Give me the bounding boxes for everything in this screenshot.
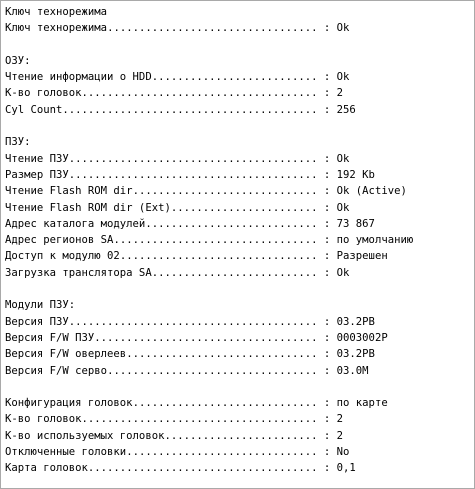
row-label: Чтение Flash ROM dir (Ext) [5,201,171,214]
report-text [5,4,474,477]
report-row [5,20,474,36]
row-leader: ....................... : [170,201,337,214]
row-value: Ok [336,201,350,214]
row-value: No [336,446,350,459]
row-label: Адрес регионов SA [5,234,114,247]
row-label: Отключенные головки [5,446,127,459]
row-value: 192 Kb [336,168,375,181]
report-row [5,167,474,183]
row-label: Доступ к модулю 02 [5,250,120,263]
row-label: Версия ПЗУ [5,315,69,328]
row-label: Ключ технорежима [5,22,108,35]
row-leader: ............................. : [132,397,337,410]
row-leader: ....................................... : [68,168,337,181]
row-label: К-во используемых головок [5,429,165,442]
row-label: Версия F/W серво [5,364,108,377]
row-label: Размер ПЗУ [5,168,69,181]
report-row [5,102,474,118]
report-row [5,444,474,460]
report-row [5,395,474,411]
row-leader: .................................... : [87,462,337,475]
row-value: 2 [336,87,344,100]
report-row [5,248,474,264]
blank-line [5,379,474,395]
report-row [5,265,474,281]
report-row [5,151,474,167]
row-value: Ok [336,152,350,165]
row-label: К-во головок [5,87,82,100]
row-label: Карта головок [5,462,88,475]
report-row [5,460,474,476]
row-leader: ............................... : [119,250,337,263]
row-value: по карте [336,397,388,410]
row-value: 03.2PB [336,315,375,328]
row-label: Чтение Flash ROM dir [5,185,133,198]
row-leader: ..................................... : [81,413,337,426]
section-header: ОЗУ: [5,54,31,67]
report-row [5,330,474,346]
row-leader: .............................. : [126,348,337,361]
report-row [5,69,474,85]
report-row [5,200,474,216]
report-row [5,232,474,248]
row-value: Ok [336,71,350,84]
row-value: 03.0M [336,364,369,377]
row-value: 73 867 [336,217,375,230]
row-leader: ..................................... : [81,87,337,100]
section-header: ПЗУ: [5,136,31,149]
row-leader: ................................. : [107,22,337,35]
row-value: 2 [336,413,344,426]
row-leader: ............................. : [132,185,337,198]
report-row [5,216,474,232]
row-value: Ok [336,22,350,35]
row-value: Ok (Active) [336,185,407,198]
blank-line [5,281,474,297]
row-label: Загрузка транслятора SA [5,266,152,279]
row-value: 0003002P [336,331,388,344]
section-header: Ключ технорежима [5,6,108,18]
blank-line [5,118,474,134]
report-row [5,411,474,427]
report-row [5,85,474,101]
report-row [5,428,474,444]
row-leader: ................................. : [107,364,337,377]
section-header: Модули ПЗУ: [5,299,76,312]
row-value: 03.2PB [336,348,375,361]
row-value: 256 [336,103,356,116]
row-label: Версия F/W оверлеев [5,348,127,361]
row-leader: ....................................... : [68,315,337,328]
row-label: Чтение ПЗУ [5,152,69,165]
row-leader: ........................... : [145,217,337,230]
row-leader: ........................................ : [62,103,337,116]
row-label: Адрес каталога модулей [5,217,146,230]
row-value: по умолчанию [336,234,414,247]
report-row [5,346,474,362]
row-label: Конфигурация головок [5,397,133,410]
row-leader: .......................... : [151,71,337,84]
row-label: К-во головок [5,413,82,426]
row-label: Cyl Count [5,103,63,116]
row-value: Ok [336,266,350,279]
row-label: Чтение информации о HDD [5,71,152,84]
report-row [5,363,474,379]
row-leader: ........................ : [164,429,337,442]
row-label: Версия F/W ПЗУ [5,331,95,344]
row-leader: .......................... : [151,266,337,279]
row-leader: ................................ : [113,234,337,247]
row-value: 2 [336,429,344,442]
row-value: Разрешен [336,250,388,263]
report-row [5,183,474,199]
row-leader: .............................. : [126,446,337,459]
row-value: 0,1 [336,462,356,475]
row-leader: ....................................... : [68,152,337,165]
blank-line [5,37,474,53]
report-row [5,314,474,330]
row-leader: ................................... : [94,331,337,344]
